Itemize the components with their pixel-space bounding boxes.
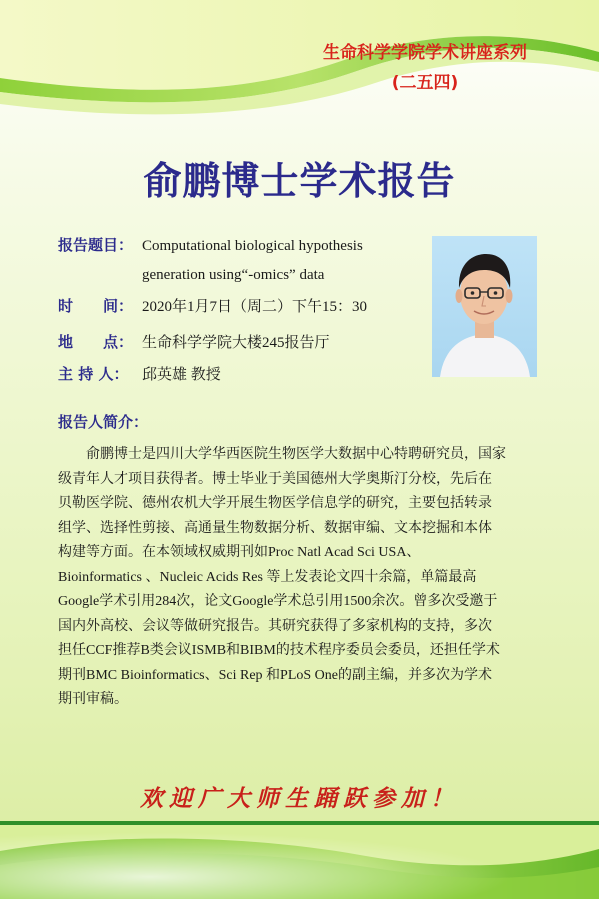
topic-row-2: [142, 263, 324, 286]
series-name: 生命科学学院学术讲座系列: [323, 43, 527, 63]
bio-line: 国内外高校、会议等做研究报告。其研究获得了多家机构的支持，多次: [58, 618, 492, 634]
bio-line: 构建等方面。在本领域权威期刊如Proc Natl Acad Sci USA、: [58, 545, 421, 560]
speaker-portrait: [432, 236, 537, 377]
time-label: 时 间：: [58, 297, 134, 315]
bio-line: 贝勒医学院、德州农机大学开展生物医学信息学的研究，主要包括转录: [58, 496, 492, 511]
topic-label: 报告题目：: [58, 236, 134, 254]
host-label: 主 持 人：: [58, 365, 129, 383]
bio-line: 期刊BMC Bioinformatics、Sci Rep 和PLoS One的副主编，并多次为学术: [58, 667, 492, 683]
place-value: 生命科学学院大楼245报告厅: [142, 335, 330, 351]
bio-line: Google学术引用284次，论文Google学术总引用1500余次。曾多次受邀于: [58, 594, 498, 609]
topic-row: [58, 234, 363, 257]
welcome-slogan: 欢迎广大师生踊跃参加！: [140, 785, 459, 812]
speaker-bio: [58, 443, 542, 713]
host-row: [58, 363, 221, 386]
bottom-green-wave: [0, 815, 599, 899]
bio-line: 担任CCF推荐B类会议ISMB和BIBM的技术程序委员会委员，还担任学术: [58, 643, 500, 658]
time-row: [58, 295, 367, 318]
place-row: [58, 331, 330, 354]
topic-value-line1: Computational biological hypothesis: [142, 238, 363, 254]
report-title: 俞鹏博士学术报告: [143, 159, 456, 203]
topic-value-line2: generation using“-omics” data: [142, 267, 325, 283]
speaker-photo: [432, 236, 537, 377]
speaker-bio-heading: 报告人简介：: [58, 413, 149, 431]
bio-line: 俞鹏博士是四川大学华西医院生物医学大数据中心特聘研究员，国家: [58, 447, 506, 462]
time-value: 2020年1月7日（周二）下午15：30: [142, 299, 368, 315]
bio-line: Bioinformatics 、Nucleic Acids Res 等上发表论文四十余篇，单篇最高: [58, 569, 477, 585]
series-number: (二五四): [391, 73, 459, 93]
host-value: 邱英雄 教授: [142, 367, 221, 383]
bio-line: 级青年人才项目获得者。博士毕业于美国德州大学奥斯汀分校，先后在: [58, 471, 492, 487]
lecture-series-title: [275, 38, 575, 98]
place-label: 地 点：: [58, 333, 134, 351]
bio-line: 期刊审稿。: [58, 692, 128, 707]
bio-line: 组学、选择性剪接、高通量生物数据分析、数据审编、文本挖掘和本体: [58, 520, 492, 536]
